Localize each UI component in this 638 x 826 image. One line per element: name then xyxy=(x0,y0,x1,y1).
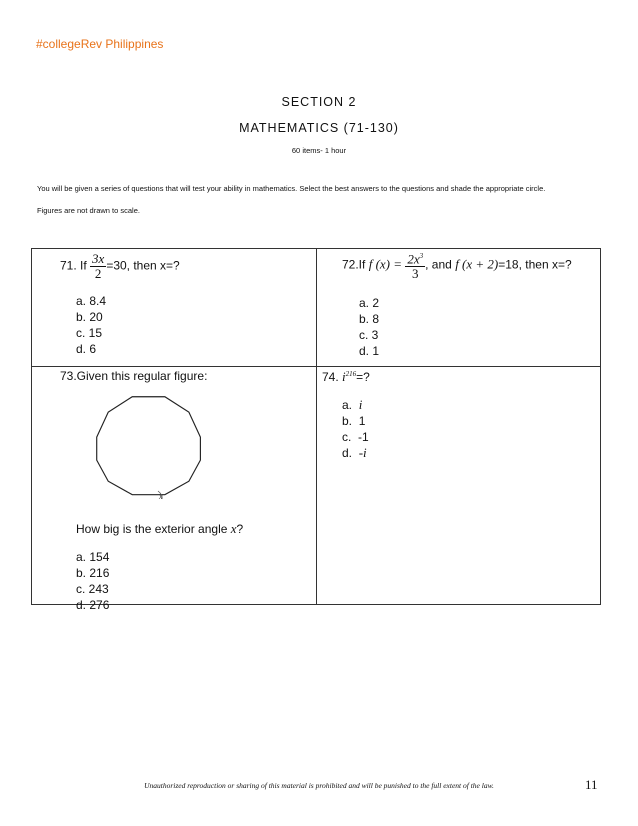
q73-option-c[interactable]: c. 243 xyxy=(76,582,109,596)
q71-options xyxy=(76,293,106,357)
q72-prefix: 72.If xyxy=(342,257,366,272)
decagon-figure xyxy=(90,391,210,503)
q74-option-b[interactable] xyxy=(342,413,369,429)
q72-option-a[interactable]: a. 2 xyxy=(359,296,380,310)
q74-exponent: 216 xyxy=(345,370,357,378)
q73-option-b[interactable]: b. 216 xyxy=(76,566,110,580)
q72-denominator: 3 xyxy=(412,266,419,282)
q74-option-d[interactable] xyxy=(342,445,369,461)
questions-table xyxy=(31,248,601,612)
q71-option-c[interactable]: c. 15 xyxy=(76,326,103,340)
q72-numerator xyxy=(405,249,425,267)
q71-numerator: 3x xyxy=(92,251,105,266)
q74-option-b-value: 1 xyxy=(358,414,366,428)
exterior-angle-label: x xyxy=(159,492,163,501)
decagon-shape xyxy=(97,397,201,495)
page-number: 11 xyxy=(585,777,598,792)
q74-prefix: 74. xyxy=(322,370,339,384)
q74-suffix: =? xyxy=(356,370,370,384)
q73-option-d[interactable]: d. 276 xyxy=(76,598,110,612)
instructions-line-1: You will be given a series of questions that will test your ability in mathematics. Select the best answers to the questions and shade the appropriate circle. xyxy=(37,184,546,193)
question-74 xyxy=(322,369,370,385)
section-title: SECTION 2 xyxy=(281,95,357,109)
q71-suffix: =30, then x=? xyxy=(106,258,180,273)
q72-function-2: f (x + 2) xyxy=(455,256,499,272)
question-72 xyxy=(342,249,572,281)
q74-options xyxy=(342,397,369,461)
q73-options xyxy=(76,549,109,613)
q74-option-a[interactable] xyxy=(342,397,369,413)
q74-option-c[interactable] xyxy=(342,429,369,445)
q72-option-b[interactable]: b. 8 xyxy=(359,312,380,326)
q74-option-d-letter: d. xyxy=(342,446,353,460)
q71-option-b[interactable]: b. 20 xyxy=(76,310,103,324)
table-column-divider xyxy=(316,249,317,604)
q73-question xyxy=(76,521,243,537)
q71-fraction xyxy=(90,252,106,281)
q74-base: i xyxy=(342,369,346,384)
q73-question-var: x xyxy=(230,521,237,536)
q71-denominator: 2 xyxy=(94,266,102,281)
table-row-divider xyxy=(32,366,600,367)
q72-option-c[interactable]: c. 3 xyxy=(359,328,379,342)
question-71 xyxy=(60,252,180,281)
q73-option-a[interactable]: a. 154 xyxy=(76,550,110,564)
instructions-line-2: Figures are not drawn to scale. xyxy=(37,206,140,215)
q74-option-c-letter: c. xyxy=(342,430,352,444)
q73-question-start: How big is the exterior angle xyxy=(76,522,228,536)
q74-option-c-value: -1 xyxy=(358,430,369,444)
q73-question-end: ? xyxy=(236,522,244,536)
q72-and: , and xyxy=(425,257,452,272)
section-time-note: 60 items- 1 hour xyxy=(291,146,347,155)
q71-prefix: 71. If xyxy=(60,258,87,273)
q72-options xyxy=(359,295,379,359)
q74-option-b-letter: b. xyxy=(342,414,353,428)
question-73: 73.Given this regular figure: xyxy=(60,369,208,383)
q72-suffix: =18, then x=? xyxy=(498,257,572,272)
brand-label: #collegeRev Philippines xyxy=(36,37,164,51)
section-subtitle: MATHEMATICS (71-130) xyxy=(239,121,399,135)
q74-option-a-value: i xyxy=(358,397,363,412)
q74-option-a-letter: a. xyxy=(342,398,353,412)
q72-function: f (x) = xyxy=(368,256,403,272)
q72-fraction xyxy=(405,249,425,281)
q72-numerator-exponent: 3 xyxy=(419,252,424,260)
q72-numerator-base: 2x xyxy=(407,251,420,267)
q74-option-d-value: -i xyxy=(358,445,367,460)
q71-option-a[interactable]: a. 8.4 xyxy=(76,294,107,308)
q71-option-d[interactable]: d. 6 xyxy=(76,342,97,356)
q72-option-d[interactable]: d. 1 xyxy=(359,344,380,358)
copyright-footer: Unauthorized reproduction or sharing of this material is prohibited and will be punished to the full extent of the law. xyxy=(144,781,494,790)
